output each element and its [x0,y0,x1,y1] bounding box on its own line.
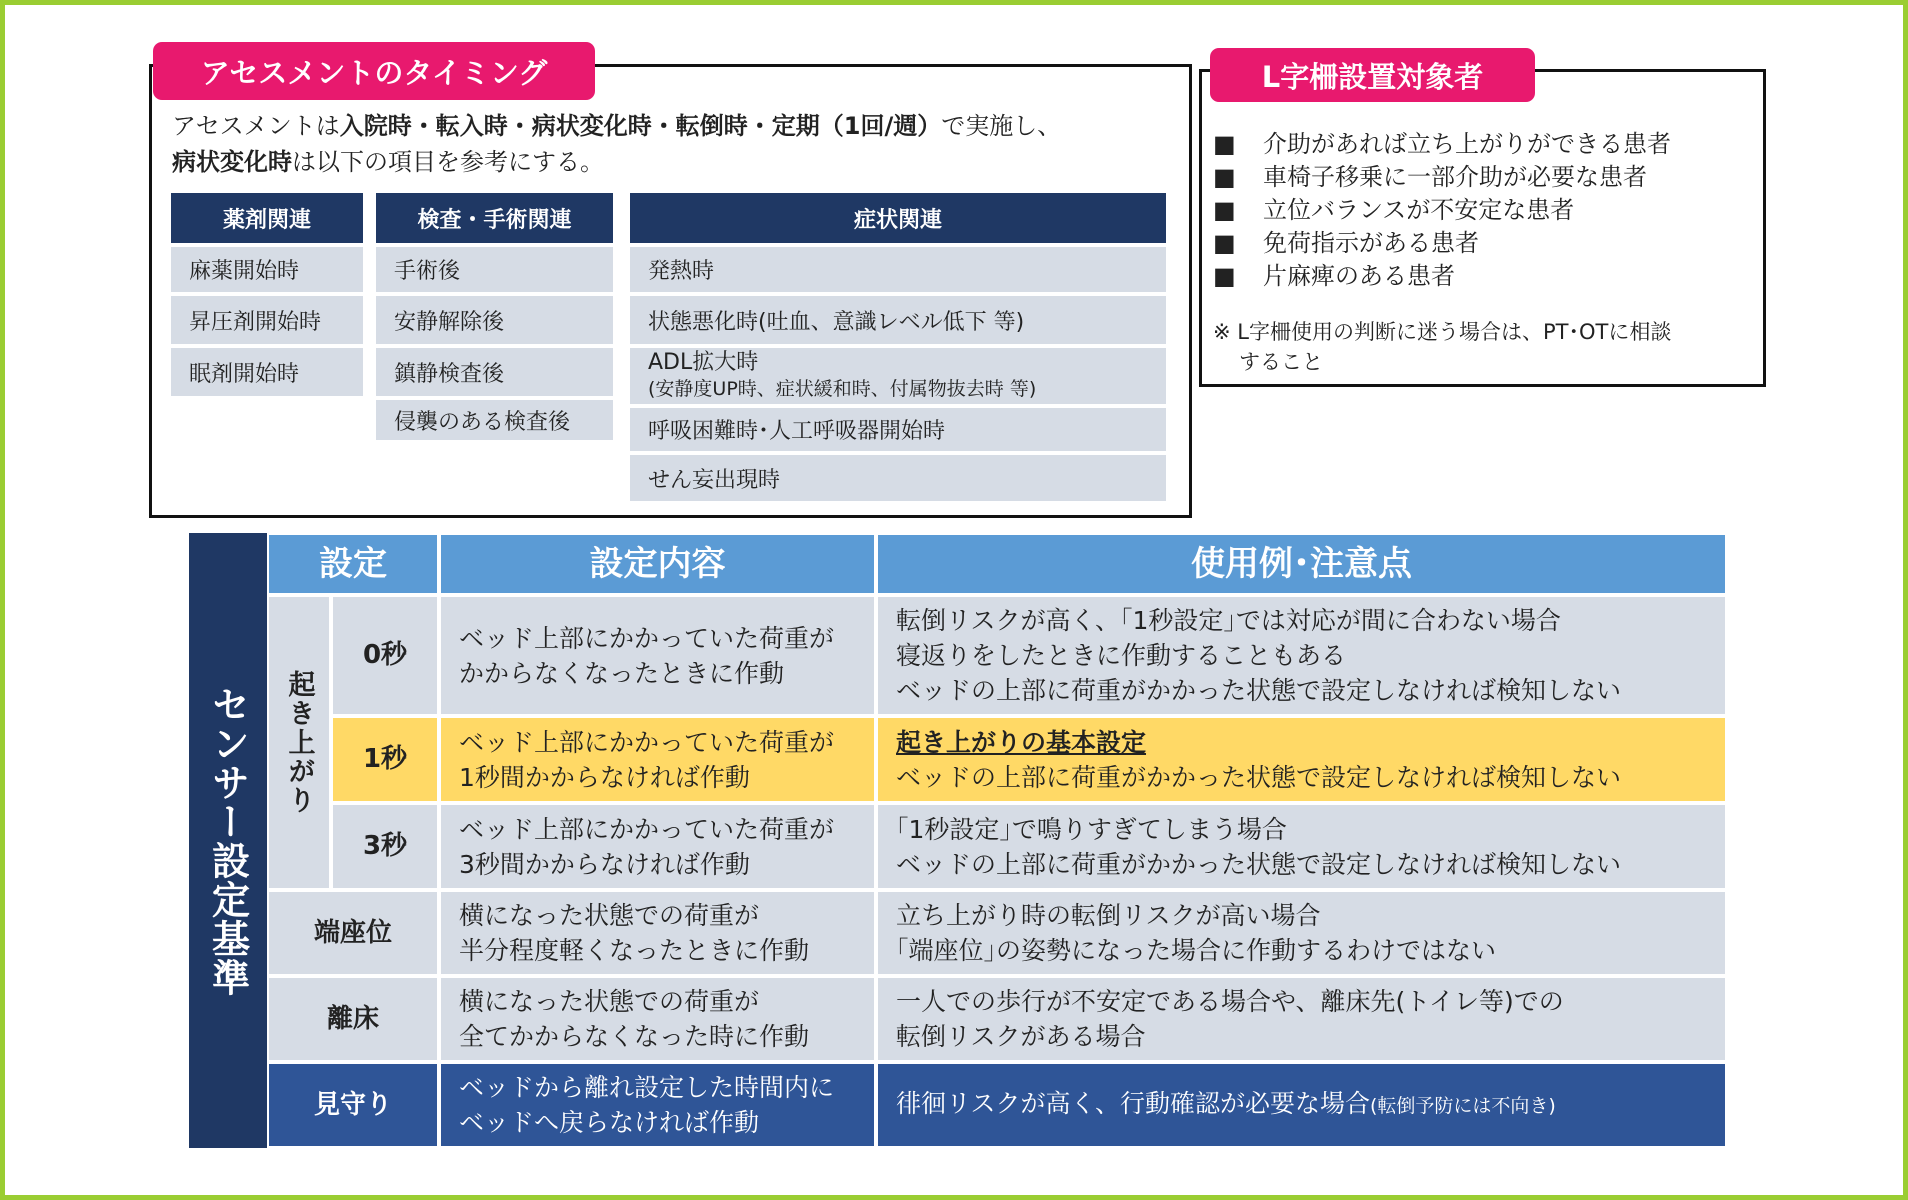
row-usage [878,805,1725,888]
square-bullet-icon: ■ [1213,163,1236,191]
usage-line: ベッドの上部に荷重がかかった状態で設定しなければ検知しない [896,762,1622,792]
intro-bold-condition: 病状変化時 [172,148,292,176]
content-line: 1秒間かからなければ作動 [459,762,750,792]
column-item [630,348,1166,404]
column-drug [171,193,363,396]
column-item: 呼吸困難時･人工呼吸器開始時 [630,408,1166,451]
list-item [1213,194,1753,227]
usage-line: 立ち上がり時の転倒リスクが高い場合 [896,901,1321,930]
target-note [1213,317,1753,377]
row-label: 端座位 [269,892,437,974]
column-item: 昇圧剤開始時 [171,296,363,344]
row-content [441,978,874,1060]
column-item: 侵襲のある検査後 [376,400,613,440]
column-header: 症状関連 [630,193,1166,243]
list-item-text: 立位バランスが不安定な患者 [1263,196,1575,224]
group-label-text: 起き上がり [283,670,315,815]
note-line: すること [1239,350,1323,374]
intro-text: で実施し、 [941,112,1062,140]
square-bullet-icon: ■ [1213,262,1236,290]
content-line: 全てかからなくなった時に作動 [459,1022,810,1051]
side-title-text: センサー設定基準 [205,684,250,997]
usage-line: 寝返りをしたときに作動することもある [896,641,1347,670]
list-item-text: 車椅子移乗に一部介助が必要な患者 [1263,163,1647,191]
column-symptom [630,193,1166,501]
row-label: 離床 [269,978,437,1060]
column-item: 発熱時 [630,247,1166,292]
row-label: 見守り [269,1064,437,1146]
column-header: 検査・手術関連 [376,193,613,243]
target-tag: L字柵設置対象者 [1210,48,1535,102]
usage-line: 徘徊リスクが高く、行動確認が必要な場合 [896,1089,1371,1118]
row-usage [878,1064,1725,1146]
usage-line: ベッドの上部に荷重がかかった状態で設定しなければ検知しない [896,676,1622,705]
list-item-text: 片麻痺のある患者 [1263,262,1455,290]
list-item [1213,227,1753,260]
row-usage [878,892,1725,974]
intro-text: アセスメントは [172,112,340,140]
sensor-side-title [189,533,267,1148]
content-line: ベッド上部にかかっていた荷重が [459,814,835,844]
list-item-text: 介助があれば立ち上がりができる患者 [1263,130,1671,158]
content-line: ベッドから離れ設定した時間内に [459,1073,835,1102]
row-content [441,805,874,888]
content-line: 横になった状態での荷重が [459,987,760,1016]
list-item [1213,260,1753,293]
assessment-intro [172,108,1182,180]
group-label-getting-up [269,597,329,888]
note-line: ※ L字柵使用の判断に迷う場合は、PT･OTに相談 [1213,320,1672,344]
list-item [1213,161,1753,194]
row-usage [878,597,1725,714]
usage-line: ｢1秒設定｣で鳴りすぎてしまう場合 [896,814,1287,844]
usage-line: 一人での歩行が不安定である場合や、離床先(トイレ等)での [896,987,1564,1016]
row-usage [878,978,1725,1060]
column-item: 眠剤開始時 [171,348,363,396]
row-usage [878,718,1725,801]
row-content [441,1064,874,1146]
assessment-tag: アセスメントのタイミング [153,42,595,100]
intro-text: は以下の項目を参考にする。 [292,148,604,176]
list-item [1213,128,1753,161]
usage-note: (転倒予防には不向き) [1370,1095,1556,1117]
usage-line: 転倒リスクが高く、｢1秒設定｣では対応が間に合わない場合 [896,606,1561,635]
row-content [441,892,874,974]
content-line: 3秒間かからなければ作動 [459,849,750,879]
target-list [1213,128,1753,293]
square-bullet-icon: ■ [1213,130,1236,158]
usage-line: ｢端座位｣の姿勢になった場合に作動するわけではない [896,936,1497,965]
row-label: 3秒 [333,805,437,888]
column-header: 薬剤関連 [171,193,363,243]
column-item: 手術後 [376,247,613,292]
column-item-subline: (安静度UP時、症状緩和時、付属物抜去時 等) [648,378,1037,400]
column-item: 状態悪化時(吐血、意識レベル低下 等) [630,296,1166,344]
usage-emphasis: 起き上がりの基本設定 [896,727,1147,757]
content-line: ベッド上部にかかっていた荷重が [459,623,835,653]
column-item: 安静解除後 [376,296,613,344]
column-item-line: ADL拡大時 [648,350,759,375]
column-item: 鎮静検査後 [376,348,613,396]
square-bullet-icon: ■ [1213,196,1236,224]
row-label: 1秒 [333,718,437,801]
usage-line: ベッドの上部に荷重がかかった状態で設定しなければ検知しない [896,849,1622,879]
header-usage: 使用例･注意点 [878,535,1725,593]
column-item: せん妄出現時 [630,455,1166,501]
column-exam-surgery [376,193,613,440]
header-content: 設定内容 [441,535,874,593]
content-line: ベッド上部にかかっていた荷重が [459,727,835,757]
column-item: 麻薬開始時 [171,247,363,292]
row-content [441,718,874,801]
usage-line: 転倒リスクがある場合 [896,1022,1146,1051]
content-line: かからなくなったときに作動 [459,658,785,688]
content-line: 半分程度軽くなったときに作動 [459,936,810,965]
content-line: 横になった状態での荷重が [459,901,760,930]
intro-bold-timings: 入院時・転入時・病状変化時・転倒時・定期（1回/週） [339,112,942,140]
content-line: ベッドへ戻らなければ作動 [459,1108,760,1137]
square-bullet-icon: ■ [1213,229,1236,257]
header-setting: 設定 [269,535,437,593]
row-label: 0秒 [333,597,437,714]
list-item-text: 免荷指示がある患者 [1263,229,1479,257]
row-content [441,597,874,714]
